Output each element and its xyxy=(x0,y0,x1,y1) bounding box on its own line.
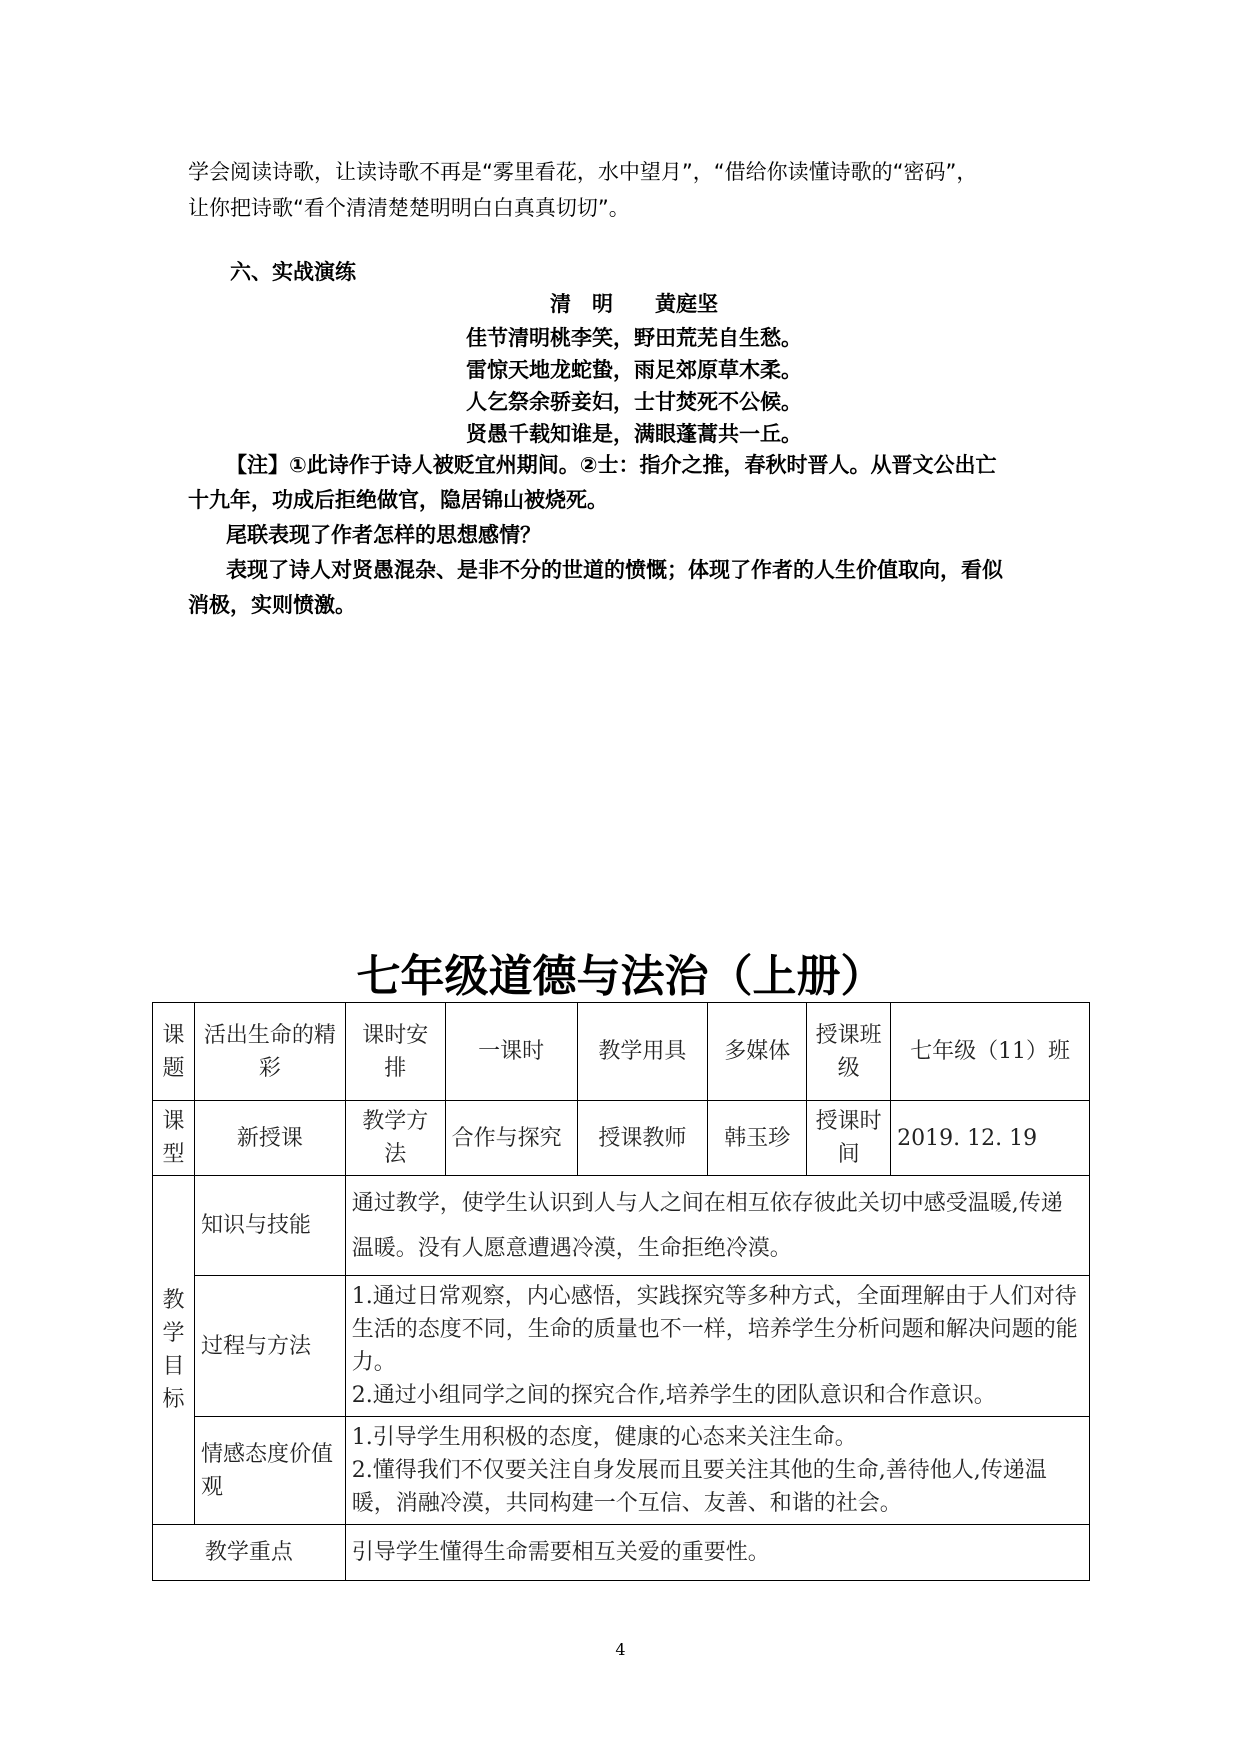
table-row xyxy=(153,1176,1090,1276)
hours-value: 一课时 xyxy=(445,1003,577,1101)
intro-paragraph xyxy=(188,154,1088,226)
table-row xyxy=(153,1003,1090,1101)
poem-title: 清 明 黄庭坚 xyxy=(550,292,718,316)
table-row xyxy=(153,1101,1090,1176)
table-row xyxy=(153,1417,1090,1525)
class-value: 七年级（11）班 xyxy=(891,1003,1090,1101)
goal-text-part: 2.懂得我们不仅要关注自身发展而且要关注其他的生命,善待他人,传递温暖，消融冷漠，共同构建一个互信、友善、和谐的社会。 xyxy=(351,1458,1047,1516)
hours-key: 课时安排 xyxy=(345,1003,445,1101)
poem-line: 人乞祭余骄妾妇，士甘焚死不公候。 xyxy=(466,390,802,414)
type-value: 新授课 xyxy=(194,1101,345,1176)
type-key: 课型 xyxy=(153,1101,195,1176)
lesson-plan-table xyxy=(152,1002,1090,1581)
table-row xyxy=(153,1525,1090,1581)
answer-line-1: 表现了诗人对贤愚混杂、是非不分的世道的愤慨；体现了作者的人生价值取向，看似 xyxy=(226,558,1003,582)
goal-text xyxy=(345,1417,1089,1525)
teacher-value: 韩玉珍 xyxy=(708,1101,807,1176)
note-line-1: 【注】①此诗作于诗人被贬宜州期间。②士：指介之推，春秋时晋人。从晋文公出亡 xyxy=(226,453,997,477)
intro-line-2: 让你把诗歌“看个清清楚楚明明白白真真切切”。 xyxy=(188,196,630,220)
goal-text xyxy=(345,1276,1089,1417)
answer-line-2: 消极，实则愤激。 xyxy=(188,593,356,617)
goal-text-part: 1.通过日常观察，内心感悟，实践探究等多种方式，全面理解由于人们对待生活的态度不同，生命的质量也不一样，培养学生分析问题和解决问题的能力。 xyxy=(351,1284,1078,1375)
date-value: 2019. 12. 19 xyxy=(891,1101,1090,1176)
key-point-label: 教学重点 xyxy=(153,1525,346,1581)
class-key: 授课班级 xyxy=(807,1003,891,1101)
goals-label: 教学目标 xyxy=(153,1176,195,1525)
tools-key: 教学用具 xyxy=(577,1003,708,1101)
poem-line: 佳节清明桃李笑，野田荒芜自生愁。 xyxy=(466,326,802,350)
topic-value: 活出生命的精彩 xyxy=(194,1003,345,1101)
page-number: 4 xyxy=(615,1640,626,1659)
goal-text: 通过教学，使学生认识到人与人之间在相互依存彼此关切中感受温暖,传递温暖。没有人愿意遭遇冷漠，生命拒绝冷漠。 xyxy=(345,1176,1089,1276)
key-point-text: 引导学生懂得生命需要相互关爱的重要性。 xyxy=(345,1525,1089,1581)
table-row xyxy=(153,1276,1090,1417)
method-value: 合作与探究 xyxy=(445,1101,577,1176)
section-heading: 六、实战演练 xyxy=(230,260,356,284)
goal-text-part: 2.通过小组同学之间的探究合作,培养学生的团队意识和合作意识。 xyxy=(351,1383,996,1408)
intro-line-1: 学会阅读诗歌，让读诗歌不再是“雾里看花，水中望月”，“借给你读懂诗歌的“密码”， xyxy=(188,160,978,184)
document-title: 七年级道德与法治（上册） xyxy=(356,951,885,1002)
method-key: 教学方法 xyxy=(345,1101,445,1176)
question: 尾联表现了作者怎样的思想感情？ xyxy=(226,523,541,547)
teacher-key: 授课教师 xyxy=(577,1101,708,1176)
goal-text-part: 1.引导学生用积极的态度，健康的心态来关注生命。 xyxy=(351,1425,857,1450)
poem-line: 雷惊天地龙蛇蛰，雨足郊原草木柔。 xyxy=(466,358,802,382)
topic-key: 课题 xyxy=(153,1003,195,1101)
date-key: 授课时间 xyxy=(807,1101,891,1176)
note-block xyxy=(188,448,1088,623)
poem-line: 贤愚千载知谁是，满眼蓬蒿共一丘。 xyxy=(466,422,802,446)
goal-label: 知识与技能 xyxy=(194,1176,345,1276)
goal-label: 过程与方法 xyxy=(194,1276,345,1417)
goal-label: 情感态度价值观 xyxy=(194,1417,345,1525)
tools-value: 多媒体 xyxy=(708,1003,807,1101)
note-line-2: 十九年，功成后拒绝做官，隐居锦山被烧死。 xyxy=(188,488,608,512)
